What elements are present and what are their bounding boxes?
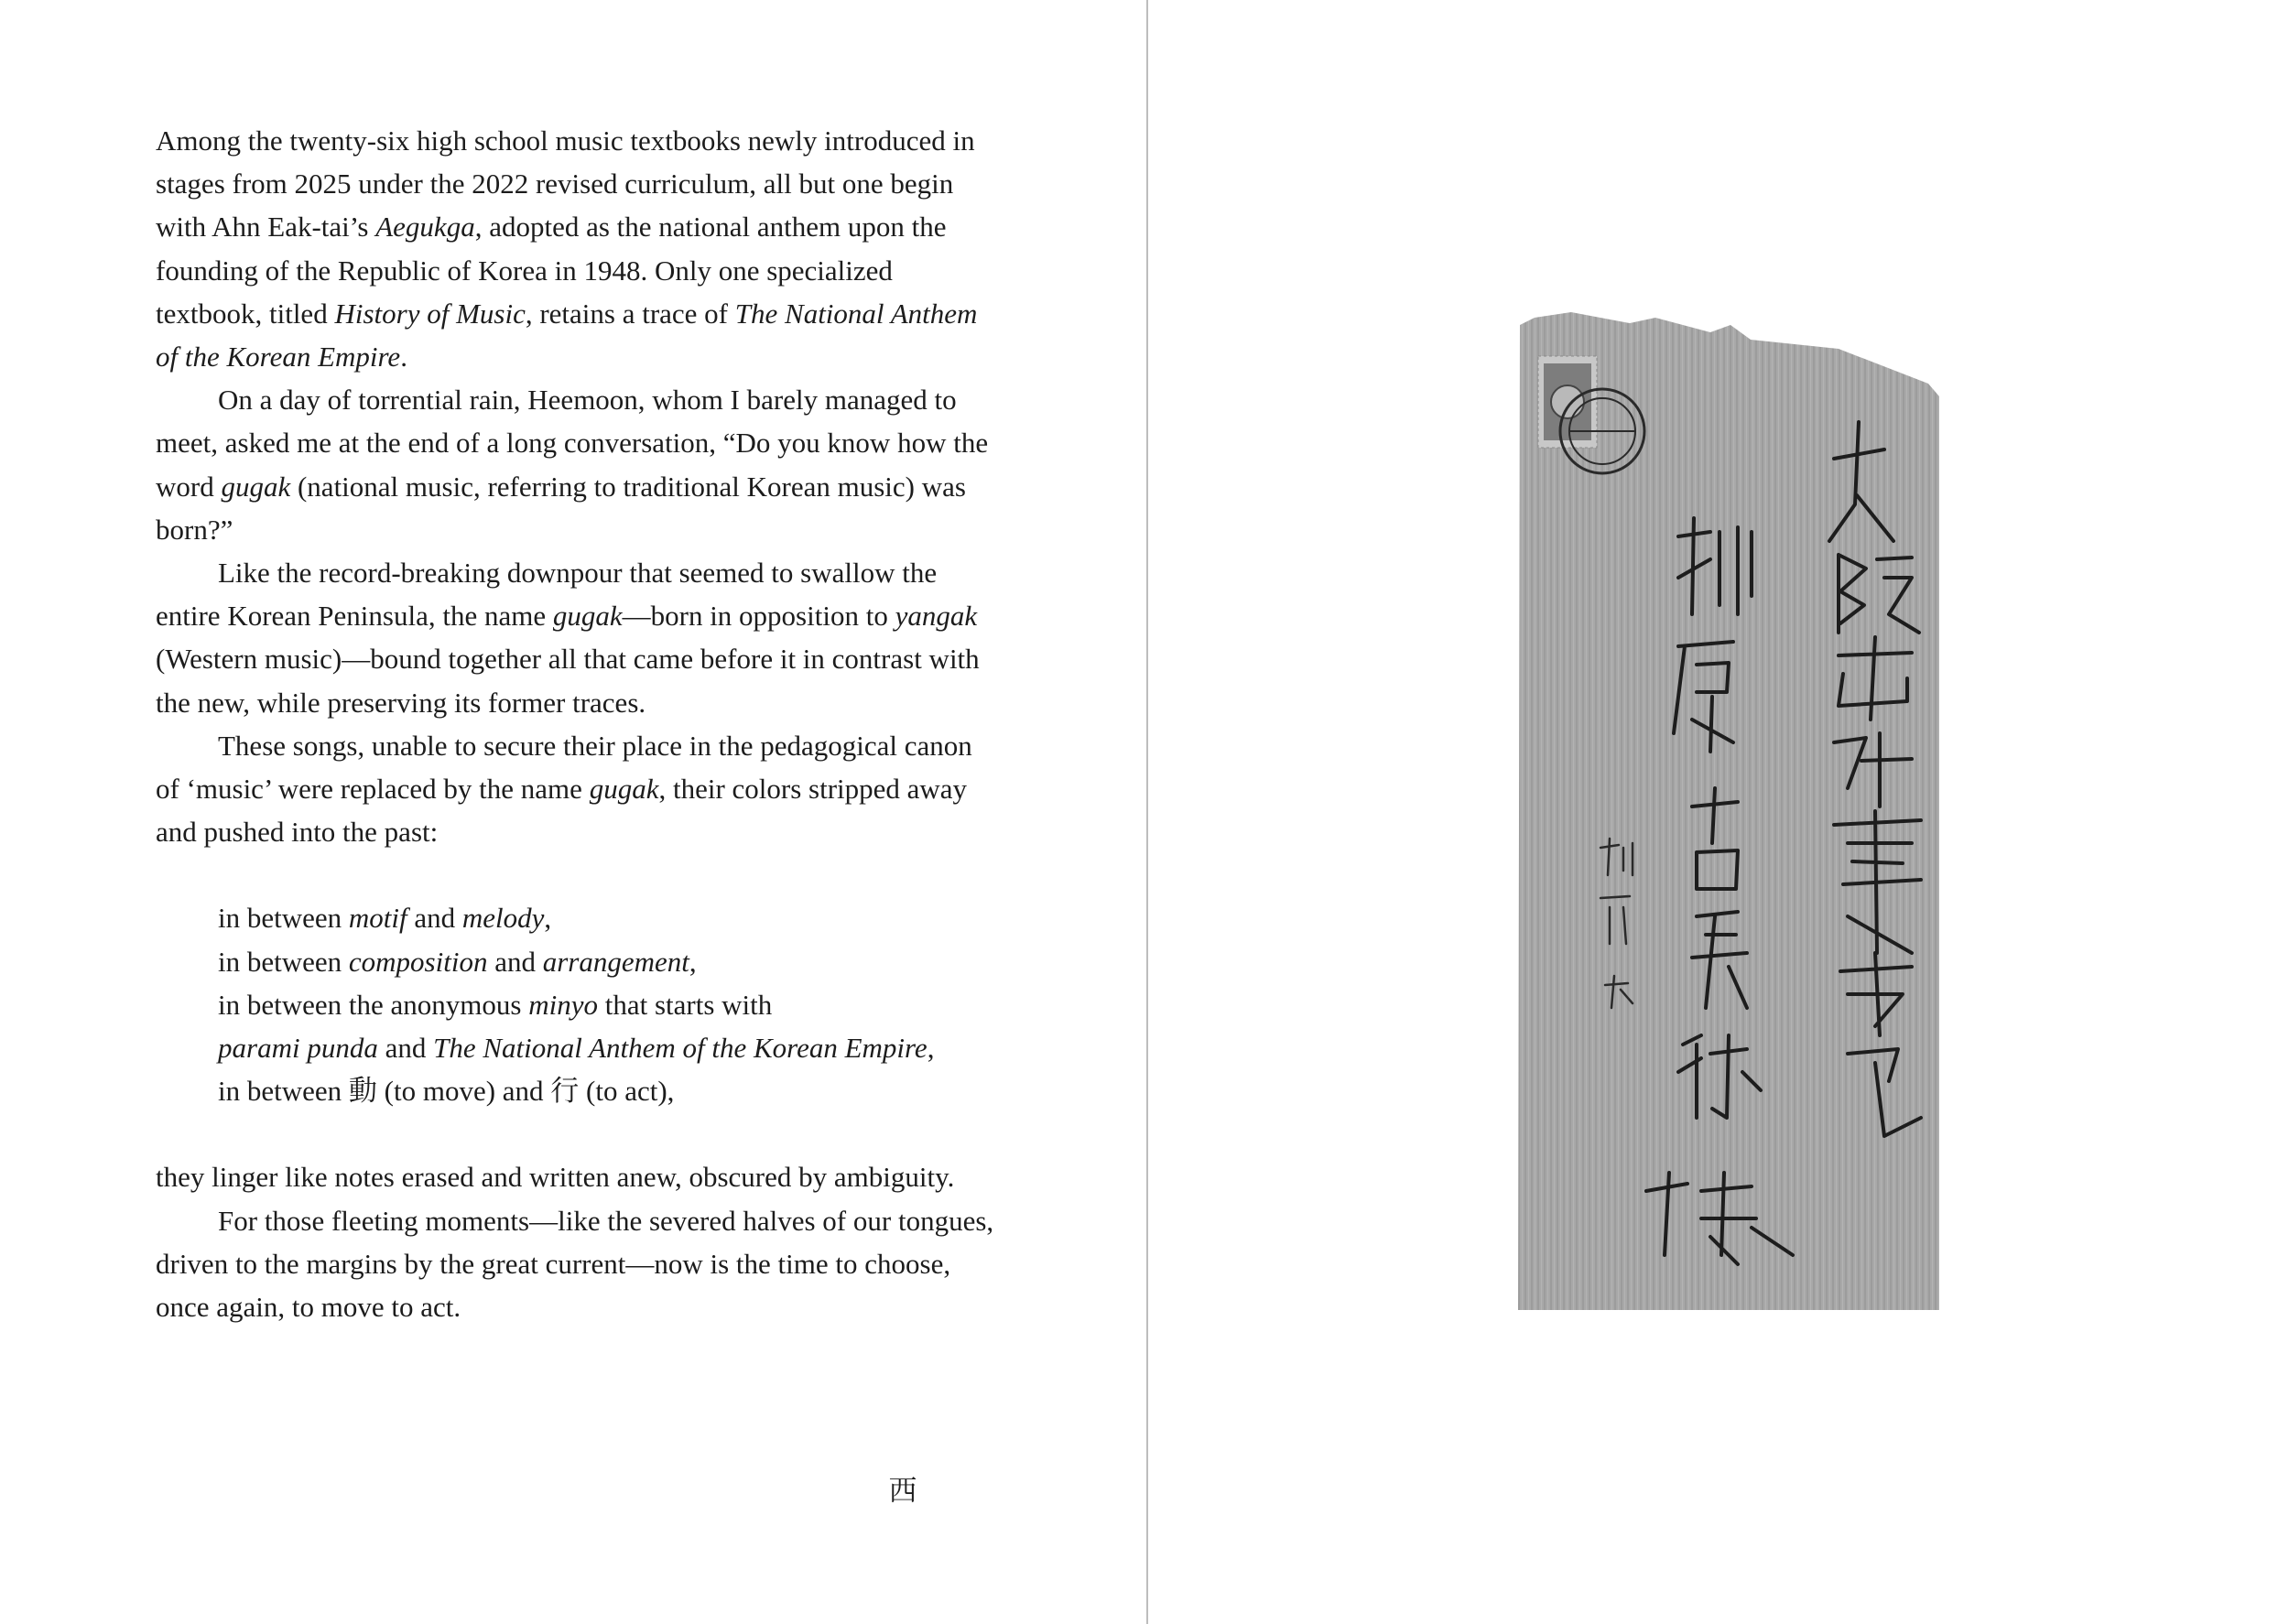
right-page [1148, 0, 2289, 1624]
italic-run: The National Anthem of the Korean Empire [433, 1032, 928, 1065]
italic-run: parami punda [218, 1032, 378, 1065]
italic-run: Aegukga [375, 211, 475, 244]
paragraph [156, 119, 998, 378]
text-run: , [544, 902, 552, 935]
verse-line [218, 1026, 998, 1069]
envelope-photo [1518, 312, 1939, 1310]
text-run: in between [218, 945, 349, 978]
text-run: , adopted as the national anthem upon the founding of the Republic of Korea in 1948. Only one specialized textbook, titled [156, 211, 947, 330]
verse-line [218, 896, 998, 939]
italic-run: composition [348, 945, 488, 978]
text-run: , [689, 945, 697, 978]
italic-run: arrangement [542, 945, 689, 978]
verse-line [218, 1069, 998, 1112]
italic-run: The National Anthem of the Korean Empire [156, 297, 978, 374]
text-run: and [377, 1032, 434, 1065]
italic-run: minyo [528, 988, 598, 1021]
italic-run: yangak [895, 600, 978, 633]
paragraph [156, 1199, 998, 1329]
text-run: , their colors stripped away and pushed into the past: [156, 773, 968, 849]
verse-line [218, 940, 998, 983]
paragraph [156, 1155, 998, 1198]
text-run: (Western music)—bound together all that came before it in contrast with the new, while preserving its former traces. [156, 643, 980, 719]
paragraph [156, 551, 998, 724]
italic-run: gugak [552, 600, 623, 633]
text-run: and [487, 945, 543, 978]
text-run: —born in opposition to [622, 600, 895, 633]
text-run: they linger like notes erased and written anew, obscured by ambiguity. [156, 1161, 955, 1194]
italic-run: motif [348, 902, 407, 935]
italic-run: melody [461, 902, 545, 935]
text-run: that starts with [597, 988, 773, 1021]
text-run: (national music, referring to traditional Korean music) was born?” [156, 470, 966, 546]
text-run: These songs, unable to secure their place in the pedagogical canon of ‘music’ were replaced by the name [156, 729, 972, 806]
text-run: On a day of torrential rain, Heemoon, whom I barely managed to meet, asked me at the end of a long conversation, “Do you know how the word [156, 384, 989, 503]
text-run: in between [218, 902, 349, 935]
italic-run: gugak [221, 470, 291, 503]
text-run: , retains a trace of [525, 297, 735, 330]
verse-line [218, 983, 998, 1026]
text-run: Among the twenty-six high school music textbooks newly introduced in stages from 2025 under the 2022 revised curriculum, all but one begin with Ahn Eak-tai’s [156, 125, 975, 244]
paragraph [156, 724, 998, 854]
italic-run: History of Music [334, 297, 526, 330]
text-run: , [927, 1032, 935, 1065]
text-run: and [407, 902, 462, 935]
italic-run: gugak [589, 773, 659, 806]
paragraph [156, 378, 998, 551]
page-number: 西 [888, 1475, 917, 1507]
text-run: . [400, 341, 407, 374]
body-text [156, 119, 998, 1328]
text-run: Like the record-breaking downpour that seemed to swallow the entire Korean Peninsula, the name [156, 557, 938, 633]
verse-block [218, 896, 998, 1112]
text-run: For those fleeting moments—like the severed halves of our tongues, driven to the margins by the great current—now is the time to choose, once again, to move to act. [156, 1204, 994, 1324]
text-run: in between 動 (to move) and 行 (to act), [218, 1075, 675, 1108]
text-run: in between the anonymous [218, 988, 529, 1021]
envelope-image [1518, 312, 1939, 1310]
